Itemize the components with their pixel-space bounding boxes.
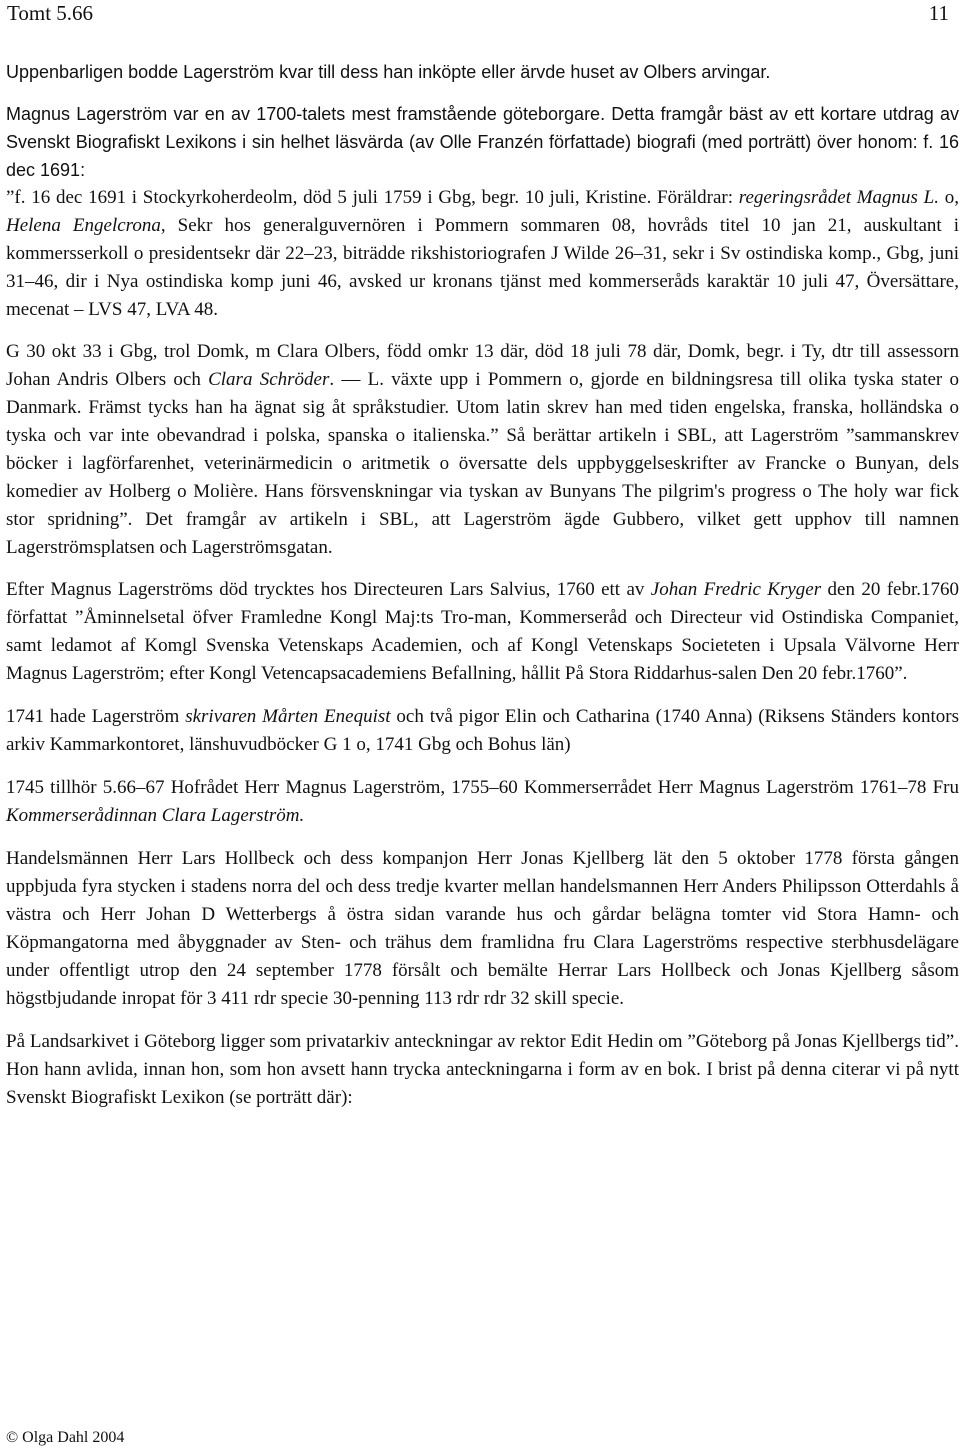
paragraph-text: den 20 febr.1760 författat ”Åminnelsetal öfver Framledne Kongl Maj:ts Tro-man, Kommerseråd och Directeur vid Ostindiska Companiet, samt ledamot af Komgl Svenska Vetenskaps Academien, och af Kongl Vetenskaps Societeten i Upsala Välvorne Herr Magnus Lagerström; efter Kongl Vetencapsacademiens Befallning, hållit På Stora Riddarhus-salen Den 20 febr.1760”. <box>6 579 959 684</box>
italic-name: Johan Fredric Kryger <box>650 579 822 600</box>
paragraph-text: G 30 okt 33 i Gbg, trol Domk, m Clara Olbers, född omkr 13 där, död 18 juli 78 där, Domk, begr. i Ty, dtr till assessorn Johan Andris Olbers och <box>6 341 959 390</box>
marriage-paragraph <box>6 338 959 562</box>
quote-text: ”f. 16 dec 1691 i Stockyrkoherdeolm, död 5 juli 1759 i Gbg, begr. 10 juli, Kristine. Föräldrar: <box>6 187 739 208</box>
page-footer <box>6 1428 124 1448</box>
paragraph-1-text: Uppenbarligen bodde Lagerström kvar till dess han inköpte eller ärvde huset av Olbers arvingar. <box>6 62 771 82</box>
paragraph-text: . — L. växte upp i Pommern o, gjorde en bildningsresa till olika tyska stater o Danmark. Främst tycks han ha ägnat sig åt språkstudier. Utom latin skrev han med tiden engelska, franska, holländska o tyska och var inte obevandrad i polska, spanska o italienska.” Så berättar artikeln i SBL, att Lagerström ”sammanskrev böcker i lagförfarenhet, veterinärmedicin o aritmetik o översatte dels uppbyggelseskrifter av Francke o Bunyan, dels komedier av Holberg o Molière. Hans försvenskningar via tyskan av Bunyans The pilgrim's progress o The holy war fick stor spridning”. Det framgår av artikeln i SBL, att Lagerström ägde Gubbero, vilket gett upphov till namnen Lagerströmsplatsen och Lagerströmsgatan. <box>6 369 960 558</box>
paragraph-text: Handelsmännen Herr Lars Hollbeck och dess kompanjon Herr Jonas Kjellberg lät den 5 oktober 1778 första gången uppbjuda fyra stycken i stadens norra del och dess tredje kvarter mellan handelsmannen Herr Anders Philipsson Otterdahls å västra och Herr Johan D Wetterbergs å östra sidan varande hus och gårdar belägna tomter vid Stora Hamn- och Köpmangatorna med åbyggnader av Sten- och trähus dem framlidna fru Clara Lagerströms respective sterbhusdelägare under offentligt utrop den 24 september 1778 försålt och bemälte Herrar Lars Hollbeck och Jonas Kjellberg såsom högstbjudande inropat för 3 411 rdr specie 30-penning 113 rdr rdr 32 skill specie. <box>6 848 959 1009</box>
italic-name: Clara Schröder <box>208 369 330 390</box>
archive-paragraph <box>6 1028 959 1112</box>
page-number: 11 <box>928 1 949 25</box>
household-paragraph <box>6 703 959 759</box>
paragraph-text: Efter Magnus Lagerströms död trycktes hos Directeuren Lars Salvius, 1760 ett av <box>6 579 651 600</box>
header-title: Tomt 5.66 <box>7 1 94 25</box>
sale-paragraph <box>6 845 959 1013</box>
paragraph-text: På Landsarkivet i Göteborg ligger som privatarkiv anteckningar av rektor Edit Hedin om ”Göteborg på Jonas Kjellbergs tid”. Hon hann avlida, innan hon, som hon avsett hann trycka anteckningarna i form av en bok. I brist på denna citerar vi på nytt Svenskt Biografiskt Lexikon (se porträtt där): <box>6 1031 959 1108</box>
paragraph-text: 1741 hade Lagerström <box>6 706 186 727</box>
document-body <box>6 58 959 1127</box>
page-header <box>7 0 952 30</box>
paragraph-text: 1745 tillhör 5.66–67 Hofrådet Herr Magnus Lagerström, 1755–60 Kommerserrådet Herr Magnus Lagerström 1761–78 Fru <box>6 777 959 798</box>
italic-name: Kommerserådinnan Clara Lagerström. <box>6 805 305 826</box>
quote-father: regeringsrådet Magnus L. <box>738 187 939 208</box>
ownership-paragraph <box>6 774 959 830</box>
paragraph-text: och två pigor Elin och Catharina (1740 Anna) (Riksens Ständers kontors arkiv Kammarkontoret, länshuvudböcker G 1 o, 1741 Gbg och Bohus län) <box>6 706 959 755</box>
paragraph-2 <box>6 100 959 184</box>
sbl-quote-paragraph <box>6 184 959 324</box>
quote-mother: Helena Engelcrona <box>6 215 161 236</box>
quote-text: o, <box>939 187 959 208</box>
quote-text: , Sekr hos generalguvernören i Pommern sommaren 08, hovråds titel 10 jan 21, auskultant i kommersserkoll o presidentsekr där 22–23, biträdde rikshistoriografen J Wilde 26–31, sekr i Sv ostindiska komp., Gbg, juni 31–46, dir i Nya ostindiska komp juni 46, avsked ur kronans tjänst med kommerseråds karaktär 10 juli 47, Översättare, mecenat – LVS 47, LVA 48. <box>6 215 959 320</box>
paragraph-2-text: Magnus Lagerström var en av 1700-talets mest framstående göteborgare. Detta framgår bäst av ett kortare utdrag av Svenskt Biografiskt Lexikons i sin helhet läsvärda (av Olle Franzén författade) biografi (med porträtt) över honom: f. 16 dec 1691: <box>6 104 959 180</box>
copyright-notice: © Olga Dahl 2004 <box>6 1429 125 1446</box>
eulogy-paragraph <box>6 576 959 688</box>
paragraph-1 <box>6 58 959 86</box>
italic-name: skrivaren Mårten Enequist <box>185 706 391 727</box>
